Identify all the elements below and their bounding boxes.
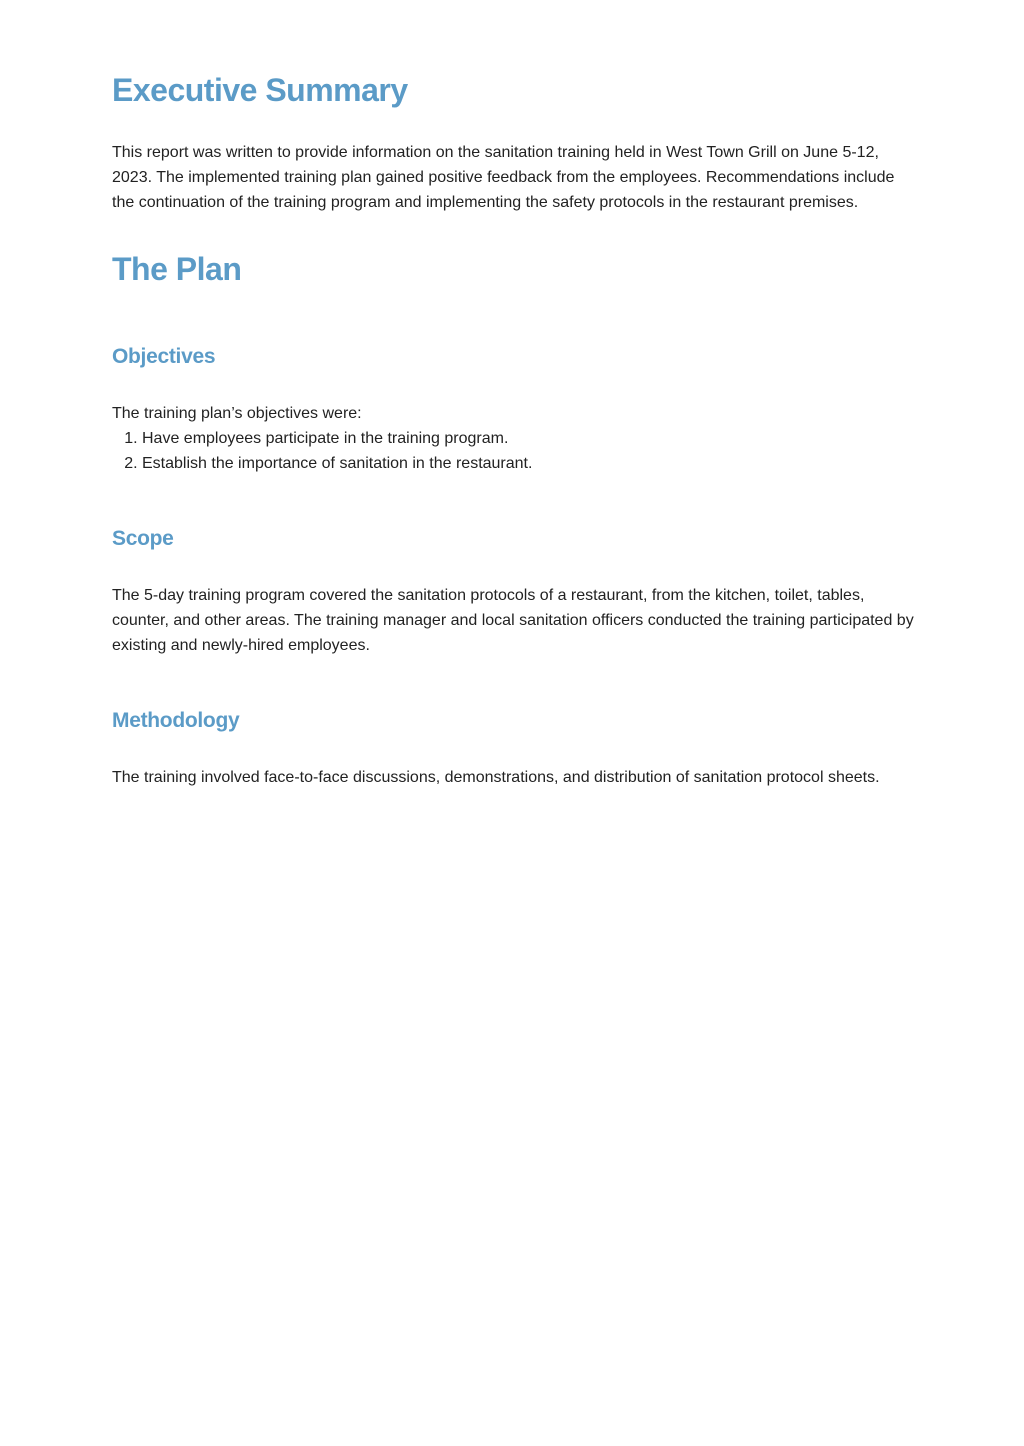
executive-summary-paragraph: This report was written to provide information on the sanitation training held in West Town Grill on June 5-12, 2023. The implemented training plan gained positive feedback from the employees. Recommendations include the continuation of the training program and implementing the safety protocols in the restaurant premises. (112, 144, 895, 211)
objectives-heading: Objectives (112, 345, 216, 368)
scope-paragraph: The 5-day training program covered the sanitation protocols of a restaurant, from the kitchen, toilet, tables, counter, and other areas. The training manager and local sanitation officers conducted the training participated by existing and newly-hired employees. (112, 587, 914, 654)
objectives-list-item: 2. Establish the importance of sanitation in the restaurant. (142, 451, 914, 476)
executive-summary-section (112, 70, 914, 215)
objectives-list-item: 1. Have employees participate in the training program. (142, 426, 914, 451)
plan-section (112, 249, 914, 790)
methodology-paragraph: The training involved face-to-face discussions, demonstrations, and distribution of sanitation protocol sheets. (112, 769, 880, 786)
methodology-heading: Methodology (112, 709, 240, 732)
scope-subsection (112, 525, 914, 658)
methodology-subsection (112, 707, 914, 790)
objectives-list (112, 426, 914, 476)
scope-heading: Scope (112, 527, 174, 550)
executive-summary-heading: Executive Summary (112, 72, 408, 108)
objectives-subsection (112, 343, 914, 476)
objectives-intro: The training plan’s objectives were: (112, 405, 362, 422)
plan-heading: The Plan (112, 251, 242, 287)
